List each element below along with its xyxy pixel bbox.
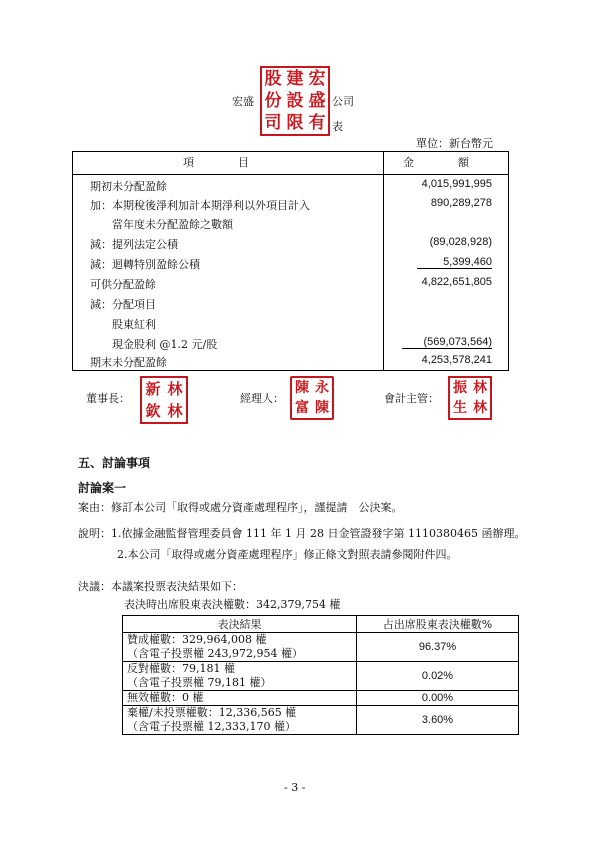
seal-char: 生	[453, 400, 467, 416]
table-row	[123, 691, 519, 706]
column-header-percentage: 占出席股東表決權數%	[357, 616, 519, 633]
seal-char: 林	[473, 380, 487, 396]
section-heading: 五、討論事項	[78, 456, 151, 470]
result-cell	[123, 691, 357, 706]
accountant-label: 會計主管：	[384, 392, 439, 405]
result-subline: （含電子投票權 243,972,954 權）	[127, 647, 303, 660]
result-cell	[123, 662, 357, 691]
seal-char: 股	[264, 68, 282, 89]
chairman-seal	[140, 376, 188, 424]
seal-char: 陳	[315, 400, 329, 416]
seal-char: 設	[286, 90, 304, 111]
company-seal	[260, 66, 330, 136]
description-2: 2.本公司「取得或處分資產處理程序」修正條文對照表請參閱附件四。	[117, 548, 458, 561]
resolution-line: 決議：本議案投票表決結果如下：	[78, 580, 243, 593]
result-cell	[123, 633, 357, 662]
case-line: 案由：修訂本公司「取得或處分資產處理程序」，謹提請 公決案。	[78, 501, 403, 514]
row-label: 減：提列法定公積	[90, 238, 178, 251]
row-value: 890,289,278	[430, 197, 492, 209]
column-divider	[383, 152, 384, 370]
voting-results-table	[122, 615, 519, 735]
company-name-left: 宏盛	[232, 95, 254, 108]
row-value: 5,399,460	[417, 256, 492, 269]
row-label: 當年度未分配盈餘之數額	[90, 218, 233, 231]
manager-seal	[290, 376, 334, 420]
chairman-label: 董事長：	[86, 392, 130, 405]
seal-char: 有	[308, 112, 326, 133]
row-label: 可供分配盈餘	[90, 278, 156, 291]
seal-char: 宏	[308, 68, 326, 89]
percentage-cell: 3.60%	[357, 706, 519, 735]
row-value: 4,822,651,805	[421, 276, 492, 288]
table-row	[123, 662, 519, 691]
column-header-amount: 金 額	[403, 156, 469, 169]
row-label: 減：分配項目	[90, 298, 156, 311]
page-number: - 3 -	[284, 781, 306, 794]
seal-char: 限	[286, 112, 304, 133]
seal-char: 盛	[308, 90, 326, 111]
result-line: 贊成權數：329,964,008 權	[127, 633, 267, 646]
row-value: 4,015,991,995	[421, 178, 492, 190]
result-line: 無效權數：0 權	[127, 691, 204, 704]
result-cell	[123, 706, 357, 735]
seal-char: 林	[167, 401, 183, 420]
seal-char: 林	[473, 400, 487, 416]
seal-char: 富	[295, 400, 309, 416]
row-label: 加：本期稅後淨利加計本期淨利以外項目計入	[90, 199, 310, 212]
seal-char: 新	[145, 379, 161, 398]
seal-char: 林	[167, 379, 183, 398]
row-label: 期初未分配盈餘	[90, 180, 167, 193]
row-label: 現金股利 @1.2 元/股	[90, 338, 218, 351]
result-line: 棄權/未投票權數：12,336,565 權	[127, 706, 297, 719]
column-header-item: 項 目	[183, 156, 249, 169]
unit-label: 單位：新台幣元	[416, 137, 493, 150]
earnings-distribution-table	[72, 151, 509, 371]
result-subline: （含電子投票權 12,333,170 權）	[127, 720, 296, 733]
result-subline: （含電子投票權 79,181 權）	[127, 676, 272, 689]
row-value: (89,028,928)	[429, 236, 492, 248]
seal-char: 建	[286, 68, 304, 89]
table-header-row	[123, 616, 519, 633]
percentage-cell: 96.37%	[357, 633, 519, 662]
row-label: 股東紅利	[90, 318, 156, 331]
percentage-cell: 0.02%	[357, 662, 519, 691]
row-label: 減：迴轉特別盈餘公積	[90, 258, 200, 271]
seal-char: 振	[453, 380, 467, 396]
accountant-seal	[448, 376, 492, 420]
total-votes: 表決時出席股東表決權數：342,379,754 權	[124, 598, 341, 611]
row-value: (569,073,564)	[402, 336, 492, 349]
result-line: 反對權數：79,181 權	[127, 662, 235, 675]
table-row	[123, 706, 519, 735]
seal-char: 司	[264, 112, 282, 133]
row-label: 期末未分配盈餘	[90, 356, 167, 369]
description-1: 說明：1.依據金融監督管理委員會 111 年 1 月 28 日金管證發字第 1110380465 函辦理。	[78, 527, 526, 540]
column-header-result: 表決結果	[123, 616, 357, 633]
proposal-title: 討論案一	[78, 481, 127, 495]
seal-char: 欽	[145, 401, 161, 420]
row-value: 4,253,578,241	[421, 354, 492, 366]
report-subtitle: 表	[332, 120, 343, 133]
seal-char: 永	[315, 380, 329, 396]
seal-char: 陳	[295, 380, 309, 396]
percentage-cell: 0.00%	[357, 691, 519, 706]
manager-label: 經理人：	[240, 392, 284, 405]
company-name-right: 公司	[332, 95, 354, 108]
seal-char: 份	[264, 90, 282, 111]
table-row	[123, 633, 519, 662]
